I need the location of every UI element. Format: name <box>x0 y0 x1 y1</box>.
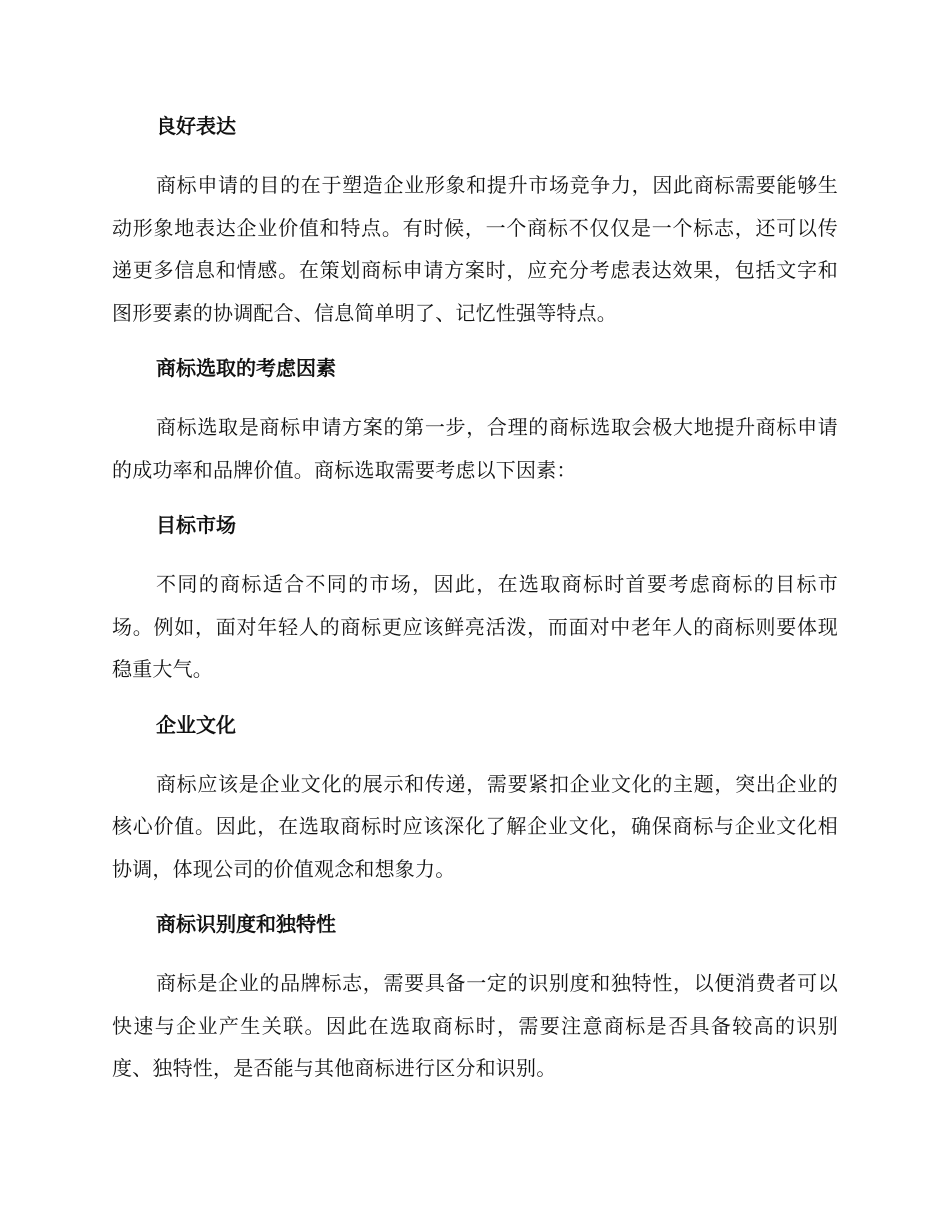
section-paragraph: 商标选取是商标申请方案的第一步，合理的商标选取会极大地提升商标申请的成功率和品牌价值。商标选取需要考虑以下因素： <box>112 415 838 482</box>
section-target-market <box>112 511 838 691</box>
section-paragraph: 商标申请的目的在于塑造企业形象和提升市场竞争力，因此商标需要能够生动形象地表达企业价值和特点。有时候，一个商标不仅仅是一个标志，还可以传递更多信息和情感。在策划商标申请方案时，应充分考虑表达效果，包括文字和图形要素的协调配合、信息简单明了、记忆性强等特点。 <box>112 173 838 325</box>
section-selection-factors <box>112 354 838 491</box>
section-heading: 企业文化 <box>156 712 236 737</box>
section-heading: 商标选取的考虑因素 <box>156 356 336 380</box>
section-paragraph: 商标应该是企业文化的展示和传递，需要紧扣企业文化的主题，突出企业的核心价值。因此，在选取商标时应该深化了解企业文化，确保商标与企业文化相协调，体现公司的价值观念和想象力。 <box>112 771 838 881</box>
section-corporate-culture <box>112 711 838 891</box>
section-good-expression <box>112 112 838 334</box>
section-heading: 目标市场 <box>156 513 236 537</box>
section-paragraph: 不同的商标适合不同的市场，因此，在选取商标时首要考虑商标的目标市场。例如，面对年轻人的商标更应该鲜亮活泼，而面对中老年人的商标则要体现稳重大气。 <box>112 572 838 681</box>
section-heading: 商标识别度和独特性 <box>156 912 336 936</box>
section-paragraph: 商标是企业的品牌标志，需要具备一定的识别度和独特性，以便消费者可以快速与企业产生关联。因此在选取商标时，需要注意商标是否具备较高的识别度、独特性，是否能与其他商标进行区分和识别。 <box>112 971 838 1080</box>
section-heading: 良好表达 <box>156 114 236 138</box>
section-recognition-uniqueness <box>112 910 838 1090</box>
